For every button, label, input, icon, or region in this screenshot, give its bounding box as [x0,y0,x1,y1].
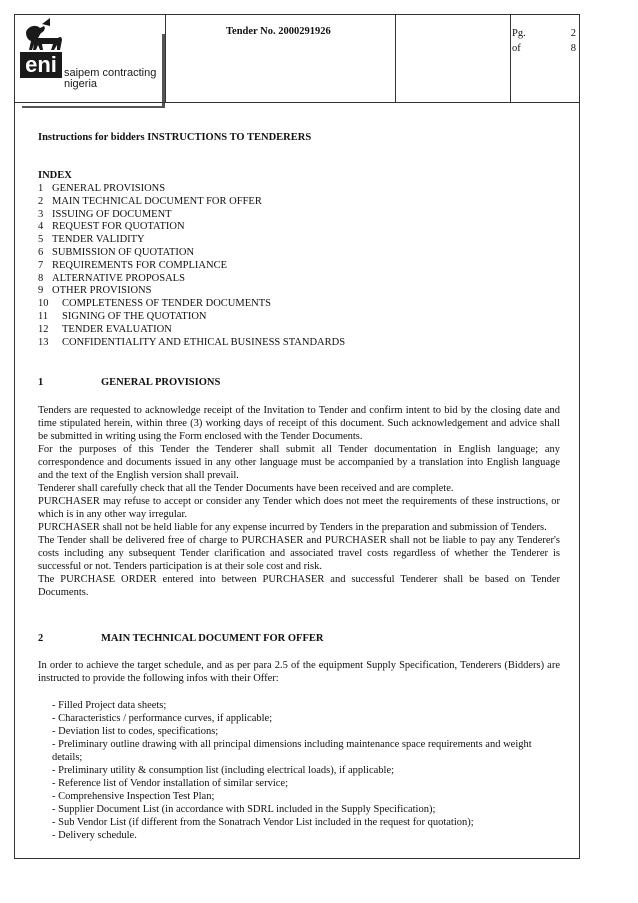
paragraph: Tenders are requested to acknowledge receipt of the Invitation to Tender and confirm intent to bid by the closing date and time stipulated herein, within three (3) working days of receipt of this document. Such acknowledgement and advice shall be submitted in writing using the Form enclosed with the Tender Documents. [38,405,560,442]
list-item: - Preliminary utility & consumption list (including electrical loads), if applicable; [52,765,395,776]
section-number: 1 [38,377,44,388]
bullet-list [52,699,560,842]
index-item: 2 MAIN TECHNICAL DOCUMENT FOR OFFER [38,195,262,207]
list-item: - Deviation list to codes, specifications; [52,726,219,737]
index-item: 8 ALTERNATIVE PROPOSALS [38,272,185,284]
section-body [38,404,560,599]
page-indicator [512,26,576,56]
header-bottom-rule [14,102,580,103]
index-item: 7 REQUIREMENTS FOR COMPLIANCE [38,259,228,271]
paragraph: PURCHASER shall not be held liable for any expense incurred by Tenders in the preparation and submission of Tenders. [38,522,547,533]
section-title: MAIN TECHNICAL DOCUMENT FOR OFFER [101,633,324,644]
section-title: GENERAL PROVISIONS [101,377,221,388]
page-total: 8 [570,43,576,54]
index-item: 6 SUBMISSION OF QUOTATION [38,246,195,258]
page-number: 2 [570,28,576,39]
index-item: 3 ISSUING OF DOCUMENT [38,208,172,220]
paragraph: Tenderer shall carefully check that all the Tender Documents have been received and are complete. [38,483,454,494]
list-item: - Reference list of Vendor installation of similar service; [52,778,288,789]
company-name-line2: nigeria [64,78,98,90]
index-item: 10 COMPLETENESS OF TENDER DOCUMENTS [38,298,271,310]
section-intro: In order to achieve the target schedule, and as per para 2.5 of the equipment Supply Specification, Tenderers (Bidders) are instructed to provide the following infos with their Offer: [38,660,560,684]
svg-text:eni: eni [25,52,57,77]
index-item: 1 GENERAL PROVISIONS [38,183,166,194]
list-item: - Sub Vendor List (if different from the Sonatrach Vendor List included in the request for quotation); [52,817,474,828]
paragraph: For the purposes of this Tender the Tenderer shall submit all Tender documentation in English language; any correspondence and documents issued in any other language must be accompanied by a translation into English language and the text of the English version shall prevail. [38,444,560,481]
company-name-line1: saipem contracting [64,67,157,79]
header-divider [395,14,396,102]
page-label: Pg. [512,28,526,39]
header-divider [510,14,511,102]
index-item: 5 TENDER VALIDITY [38,234,145,246]
header-divider [165,14,166,102]
index-item: 9 OTHER PROVISIONS [38,285,152,297]
list-item: - Supplier Document List (in accordance with SDRL included in the Supply Specification); [52,804,436,815]
paragraph: PURCHASER may refuse to accept or consider any Tender which does not meet the requirements of these instructions, or which is in any other way irregular. [38,496,560,520]
list-item: - Preliminary outline drawing with all principal dimensions including maintenance space requirements and weight details; [52,739,532,763]
index-item: 12 TENDER EVALUATION [38,323,172,335]
list-item: - Characteristics / performance curves, if applicable; [52,713,273,724]
of-label: of [512,43,521,54]
index-item: 13 CONFIDENTIALITY AND ETHICAL BUSINESS STANDARDS [38,336,346,348]
index-title: INDEX [38,170,72,181]
company-name [64,68,156,90]
tender-number: Tender No. 2000291926 [226,26,331,37]
section-heading [38,377,220,388]
paragraph: The PURCHASE ORDER entered into between PURCHASER and successful Tenderer shall be based on Tender Documents. [38,574,560,598]
index-item: 11 SIGNING OF THE QUOTATION [38,310,207,322]
section-heading [38,633,323,644]
index-list [38,183,345,349]
document-title: Instructions for bidders INSTRUCTIONS TO TENDERERS [38,132,312,143]
section-number: 2 [38,633,44,644]
index-item: 4 REQUEST FOR QUOTATION [38,221,185,233]
list-item: - Comprehensive Inspection Test Plan; [52,791,215,802]
paragraph: The Tender shall be delivered free of charge to PURCHASER and PURCHASER shall not be liable to pay any Tenderer's costs including any subsequent Tender clarification and associated travel costs regardless of whether the Tenderer is successful or not. Tenders participation is at their sole cost and risk. [38,535,560,572]
list-item: - Delivery schedule. [52,830,137,841]
list-item: - Filled Project data sheets; [52,700,167,711]
